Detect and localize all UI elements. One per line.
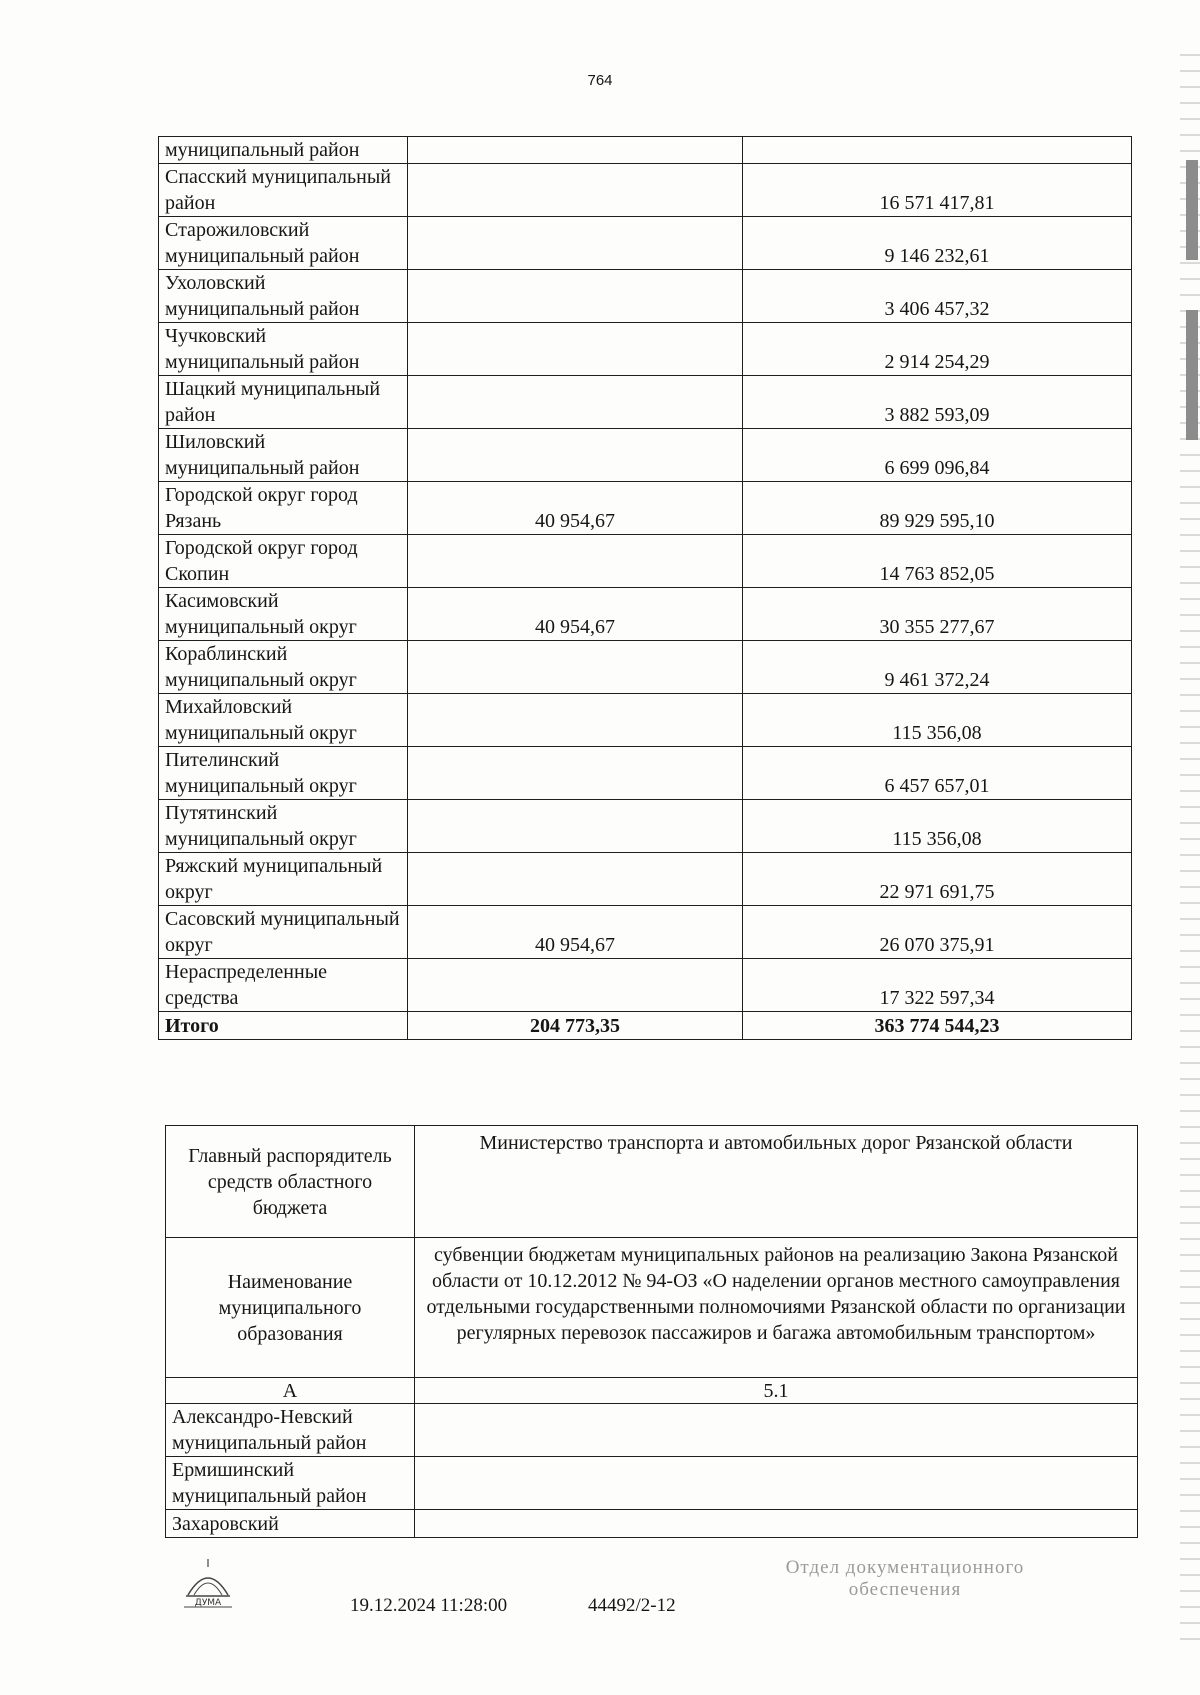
row-col2: [408, 323, 743, 376]
row-col3: 9 461 372,24: [743, 641, 1132, 694]
row-name: Шиловский муниципальный район: [159, 429, 408, 482]
row-name: Ермишинский муниципальный район: [166, 1457, 415, 1510]
table-row: [159, 217, 1132, 270]
column-index-5-1: 5.1: [415, 1378, 1138, 1404]
row-col2: [408, 270, 743, 323]
row-col3: 115 356,08: [743, 800, 1132, 853]
table-row: [159, 747, 1132, 800]
row-name: муниципальный район: [159, 137, 408, 164]
table-row: [159, 137, 1132, 164]
stamp-line-2: обеспечения: [848, 1579, 962, 1600]
total-col3: 363 774 544,23: [743, 1012, 1132, 1040]
table-row: [159, 906, 1132, 959]
row-col2: [408, 535, 743, 588]
header-ministry-name: Министерство транспорта и автомобильных дорог Рязанской области: [415, 1126, 1138, 1238]
row-name: Городской округ город Рязань: [159, 482, 408, 535]
table-row: [159, 694, 1132, 747]
row-col3: 6 457 657,01: [743, 747, 1132, 800]
row-col3: 30 355 277,67: [743, 588, 1132, 641]
scan-mark: [1186, 160, 1198, 260]
row-value: [415, 1404, 1138, 1457]
row-name: Чучковский муниципальный район: [159, 323, 408, 376]
logo-text: ДУМА: [194, 1598, 222, 1608]
header-administrator-label: Главный распорядитель средств областного бюджета: [166, 1126, 415, 1238]
row-name: Старожиловский муниципальный район: [159, 217, 408, 270]
row-name: Городской округ город Скопин: [159, 535, 408, 588]
row-value: [415, 1510, 1138, 1538]
row-col3: 14 763 852,05: [743, 535, 1132, 588]
row-col2: [408, 747, 743, 800]
total-label: Итого: [159, 1012, 408, 1040]
table-row: [159, 800, 1132, 853]
header-row-description: [166, 1238, 1138, 1378]
row-value: [415, 1457, 1138, 1510]
header-municipality-label: Наименование муниципального образования: [166, 1238, 415, 1378]
row-col3: 89 929 595,10: [743, 482, 1132, 535]
duma-logo-icon: [180, 1555, 236, 1615]
row-name: Михайловский муниципальный округ: [159, 694, 408, 747]
total-col2: 204 773,35: [408, 1012, 743, 1040]
budget-table-body: [159, 137, 1132, 1040]
table-row: [159, 270, 1132, 323]
row-col2: [408, 137, 743, 164]
subvention-table-body: [166, 1126, 1138, 1538]
row-col2: 40 954,67: [408, 906, 743, 959]
row-col2: [408, 376, 743, 429]
table-row: [159, 323, 1132, 376]
row-name: Спасский муниципальный район: [159, 164, 408, 217]
row-col3: 26 070 375,91: [743, 906, 1132, 959]
table-row: [159, 959, 1132, 1012]
row-name: Сасовский муниципальный округ: [159, 906, 408, 959]
footer-timestamp: 19.12.2024 11:28:00: [350, 1595, 508, 1616]
row-col2: [408, 694, 743, 747]
row-col3: 16 571 417,81: [743, 164, 1132, 217]
row-col2: [408, 800, 743, 853]
row-name: Касимовский муниципальный округ: [159, 588, 408, 641]
row-name: Кораблинский муниципальный округ: [159, 641, 408, 694]
row-col3: 2 914 254,29: [743, 323, 1132, 376]
row-col3: 17 322 597,34: [743, 959, 1132, 1012]
row-col2: [408, 217, 743, 270]
row-col2: [408, 959, 743, 1012]
row-col2: [408, 164, 743, 217]
scan-mark: [1186, 310, 1198, 440]
row-col2: [408, 641, 743, 694]
row-name: Путятинский муниципальный округ: [159, 800, 408, 853]
table-row: [159, 164, 1132, 217]
table-row: [159, 482, 1132, 535]
column-index-a: А: [166, 1378, 415, 1404]
stamp-line-1: Отдел документационного: [785, 1557, 1025, 1578]
subvention-table: [165, 1125, 1138, 1538]
budget-table-continued: [158, 136, 1132, 1040]
total-row: [159, 1012, 1132, 1040]
page-number: 764: [587, 72, 613, 89]
row-col2: 40 954,67: [408, 588, 743, 641]
table-row: [159, 588, 1132, 641]
table-row: [166, 1510, 1138, 1538]
row-col3: 115 356,08: [743, 694, 1132, 747]
header-row-administrator: [166, 1126, 1138, 1238]
table-row: [159, 641, 1132, 694]
row-name: Александро-Невский муниципальный район: [166, 1404, 415, 1457]
row-name: Ухоловский муниципальный район: [159, 270, 408, 323]
row-name: Ряжский муниципальный округ: [159, 853, 408, 906]
row-col2: [408, 853, 743, 906]
row-col3: [743, 137, 1132, 164]
row-col2: [408, 429, 743, 482]
row-name: Нераспределенные средства: [159, 959, 408, 1012]
table-row: [159, 853, 1132, 906]
department-stamp: [745, 1557, 1065, 1601]
table-row: [159, 376, 1132, 429]
row-col3: 3 882 593,09: [743, 376, 1132, 429]
row-name: Захаровский: [166, 1510, 415, 1538]
row-col3: 9 146 232,61: [743, 217, 1132, 270]
table-row: [166, 1404, 1138, 1457]
column-index-row: [166, 1378, 1138, 1404]
footer-registration-number: 44492/2-12: [588, 1595, 676, 1616]
scan-edge-artifact: [1180, 40, 1200, 1640]
table-row: [159, 429, 1132, 482]
row-name: Шацкий муниципальный район: [159, 376, 408, 429]
table-row: [159, 535, 1132, 588]
header-subvention-description: субвенции бюджетам муниципальных районов на реализацию Закона Рязанской области от 10.12.2012 № 94-ОЗ «О наделении органов местного самоуправления отдельными государственными полномочиями Рязанской области по организации регулярных перевозок пассажиров и багажа автомобильным транспортом»: [415, 1238, 1138, 1378]
row-col3: 22 971 691,75: [743, 853, 1132, 906]
row-name: Пителинский муниципальный округ: [159, 747, 408, 800]
row-col3: 3 406 457,32: [743, 270, 1132, 323]
table-row: [166, 1457, 1138, 1510]
row-col2: 40 954,67: [408, 482, 743, 535]
row-col3: 6 699 096,84: [743, 429, 1132, 482]
